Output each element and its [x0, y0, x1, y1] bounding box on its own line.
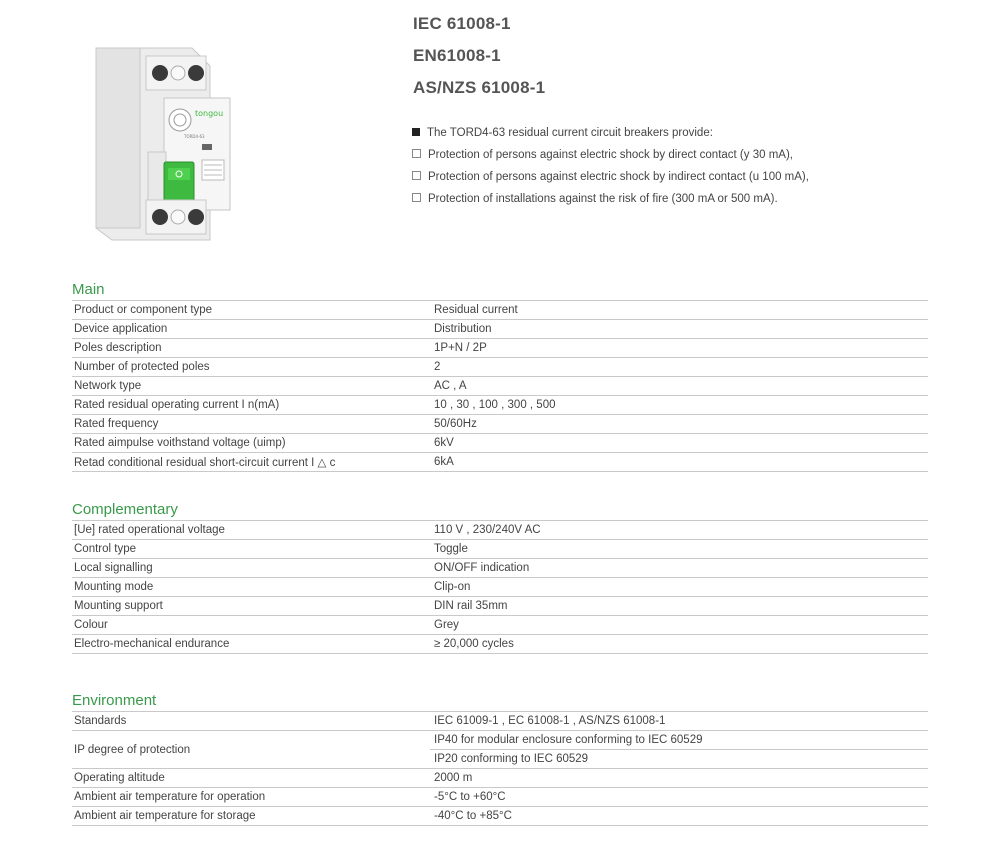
- table-row: [72, 434, 928, 453]
- spec-value: IP20 conforming to IEC 60529: [430, 750, 928, 769]
- spec-label: [Ue] rated operational voltage: [72, 521, 430, 540]
- intro-item-text: Protection of persons against electric shock by indirect contact (u 100 mA),: [428, 171, 809, 183]
- spec-label: Standards: [72, 712, 430, 731]
- intro-item-text: Protection of installations against the risk of fire (300 mA or 500 mA).: [428, 193, 778, 205]
- table-row: [72, 769, 928, 788]
- table-row: [72, 540, 928, 559]
- table-row: [72, 597, 928, 616]
- hollow-square-icon: [412, 171, 421, 180]
- spec-value: 110 V , 230/240V AC: [430, 521, 928, 540]
- spec-value: Distribution: [430, 320, 928, 339]
- table-row: [72, 521, 928, 540]
- spec-label: Colour: [72, 616, 430, 635]
- spec-value: -5°C to +60°C: [430, 788, 928, 807]
- section-environment: [72, 691, 928, 826]
- table-row: [72, 578, 928, 597]
- spec-value: IEC 61009-1 , EC 61008-1 , AS/NZS 61008-1: [430, 712, 928, 731]
- spec-label: Network type: [72, 377, 430, 396]
- spec-value: Grey: [430, 616, 928, 635]
- filled-square-icon: [412, 128, 420, 136]
- spec-value: ≥ 20,000 cycles: [430, 635, 928, 654]
- table-row: [72, 453, 928, 472]
- table-row: [72, 807, 928, 826]
- spec-value: 50/60Hz: [430, 415, 928, 434]
- spec-value: ON/OFF indication: [430, 559, 928, 578]
- spec-value: Residual current: [430, 301, 928, 320]
- section-main: [72, 280, 928, 472]
- hollow-square-icon: [412, 149, 421, 158]
- product-image: [82, 40, 232, 245]
- spec-label: Retad conditional residual short-circuit current I △ c: [72, 453, 430, 472]
- spec-label: Ambient air temperature for operation: [72, 788, 430, 807]
- spec-value: 6kV: [430, 434, 928, 453]
- standards-header: [413, 8, 545, 104]
- spec-value: Clip-on: [430, 578, 928, 597]
- brand-logo: tongou: [195, 109, 224, 118]
- spec-value: 2000 m: [430, 769, 928, 788]
- section-complementary: [72, 500, 928, 654]
- intro-item: [412, 166, 809, 188]
- section-title: Complementary: [72, 501, 178, 518]
- spec-table-main: [72, 300, 928, 472]
- intro-item: [412, 188, 809, 210]
- spec-label: Rated aimpulse voithstand voltage (uimp): [72, 434, 430, 453]
- spec-label: IP degree of protection: [72, 731, 430, 769]
- table-row: [72, 559, 928, 578]
- spec-value: 6kA: [430, 453, 928, 472]
- section-title: Environment: [72, 692, 157, 709]
- hollow-square-icon: [412, 193, 421, 202]
- spec-label: Operating altitude: [72, 769, 430, 788]
- spec-value: 10 , 30 , 100 , 300 , 500: [430, 396, 928, 415]
- spec-label: Rated residual operating current I n(mA): [72, 396, 430, 415]
- table-row: [72, 635, 928, 654]
- standard-asnzs: AS/NZS 61008-1: [413, 78, 546, 97]
- spec-value: -40°C to +85°C: [430, 807, 928, 826]
- table-row: [72, 396, 928, 415]
- table-row: [72, 358, 928, 377]
- spec-label: Control type: [72, 540, 430, 559]
- spec-label: Rated frequency: [72, 415, 430, 434]
- table-row: [72, 415, 928, 434]
- section-title: Main: [72, 281, 105, 298]
- intro-item: [412, 144, 809, 166]
- spec-label: Electro-mechanical endurance: [72, 635, 430, 654]
- spec-label: Poles description: [72, 339, 430, 358]
- model-label: TORD4-63: [184, 134, 205, 139]
- table-row: [72, 377, 928, 396]
- table-row: [72, 616, 928, 635]
- intro-item-text: Protection of persons against electric shock by direct contact (y 30 mA),: [428, 149, 793, 161]
- spec-label: Local signalling: [72, 559, 430, 578]
- intro-heading-text: The TORD4-63 residual current circuit breakers provide:: [427, 127, 713, 139]
- spec-label: Mounting support: [72, 597, 430, 616]
- standard-en: EN61008-1: [413, 46, 501, 65]
- spec-value: Toggle: [430, 540, 928, 559]
- table-row: [72, 788, 928, 807]
- spec-label: Number of protected poles: [72, 358, 430, 377]
- spec-value: IP40 for modular enclosure conforming to IEC 60529: [430, 731, 928, 750]
- spec-label: Device application: [72, 320, 430, 339]
- table-row: [72, 301, 928, 320]
- spec-label: Mounting mode: [72, 578, 430, 597]
- table-row: [72, 339, 928, 358]
- intro-heading: [412, 122, 809, 144]
- table-row: [72, 712, 928, 731]
- spec-value: 1P+N / 2P: [430, 339, 928, 358]
- intro-list: [412, 122, 809, 210]
- spec-value: DIN rail 35mm: [430, 597, 928, 616]
- spec-value: AC , A: [430, 377, 928, 396]
- spec-label: Product or component type: [72, 301, 430, 320]
- spec-table-environment: [72, 711, 928, 826]
- spec-label: Ambient air temperature for storage: [72, 807, 430, 826]
- standard-iec: IEC 61008-1: [413, 14, 511, 33]
- table-row: [72, 320, 928, 339]
- spec-table-complementary: [72, 520, 928, 654]
- table-row: [72, 731, 928, 750]
- spec-value: 2: [430, 358, 928, 377]
